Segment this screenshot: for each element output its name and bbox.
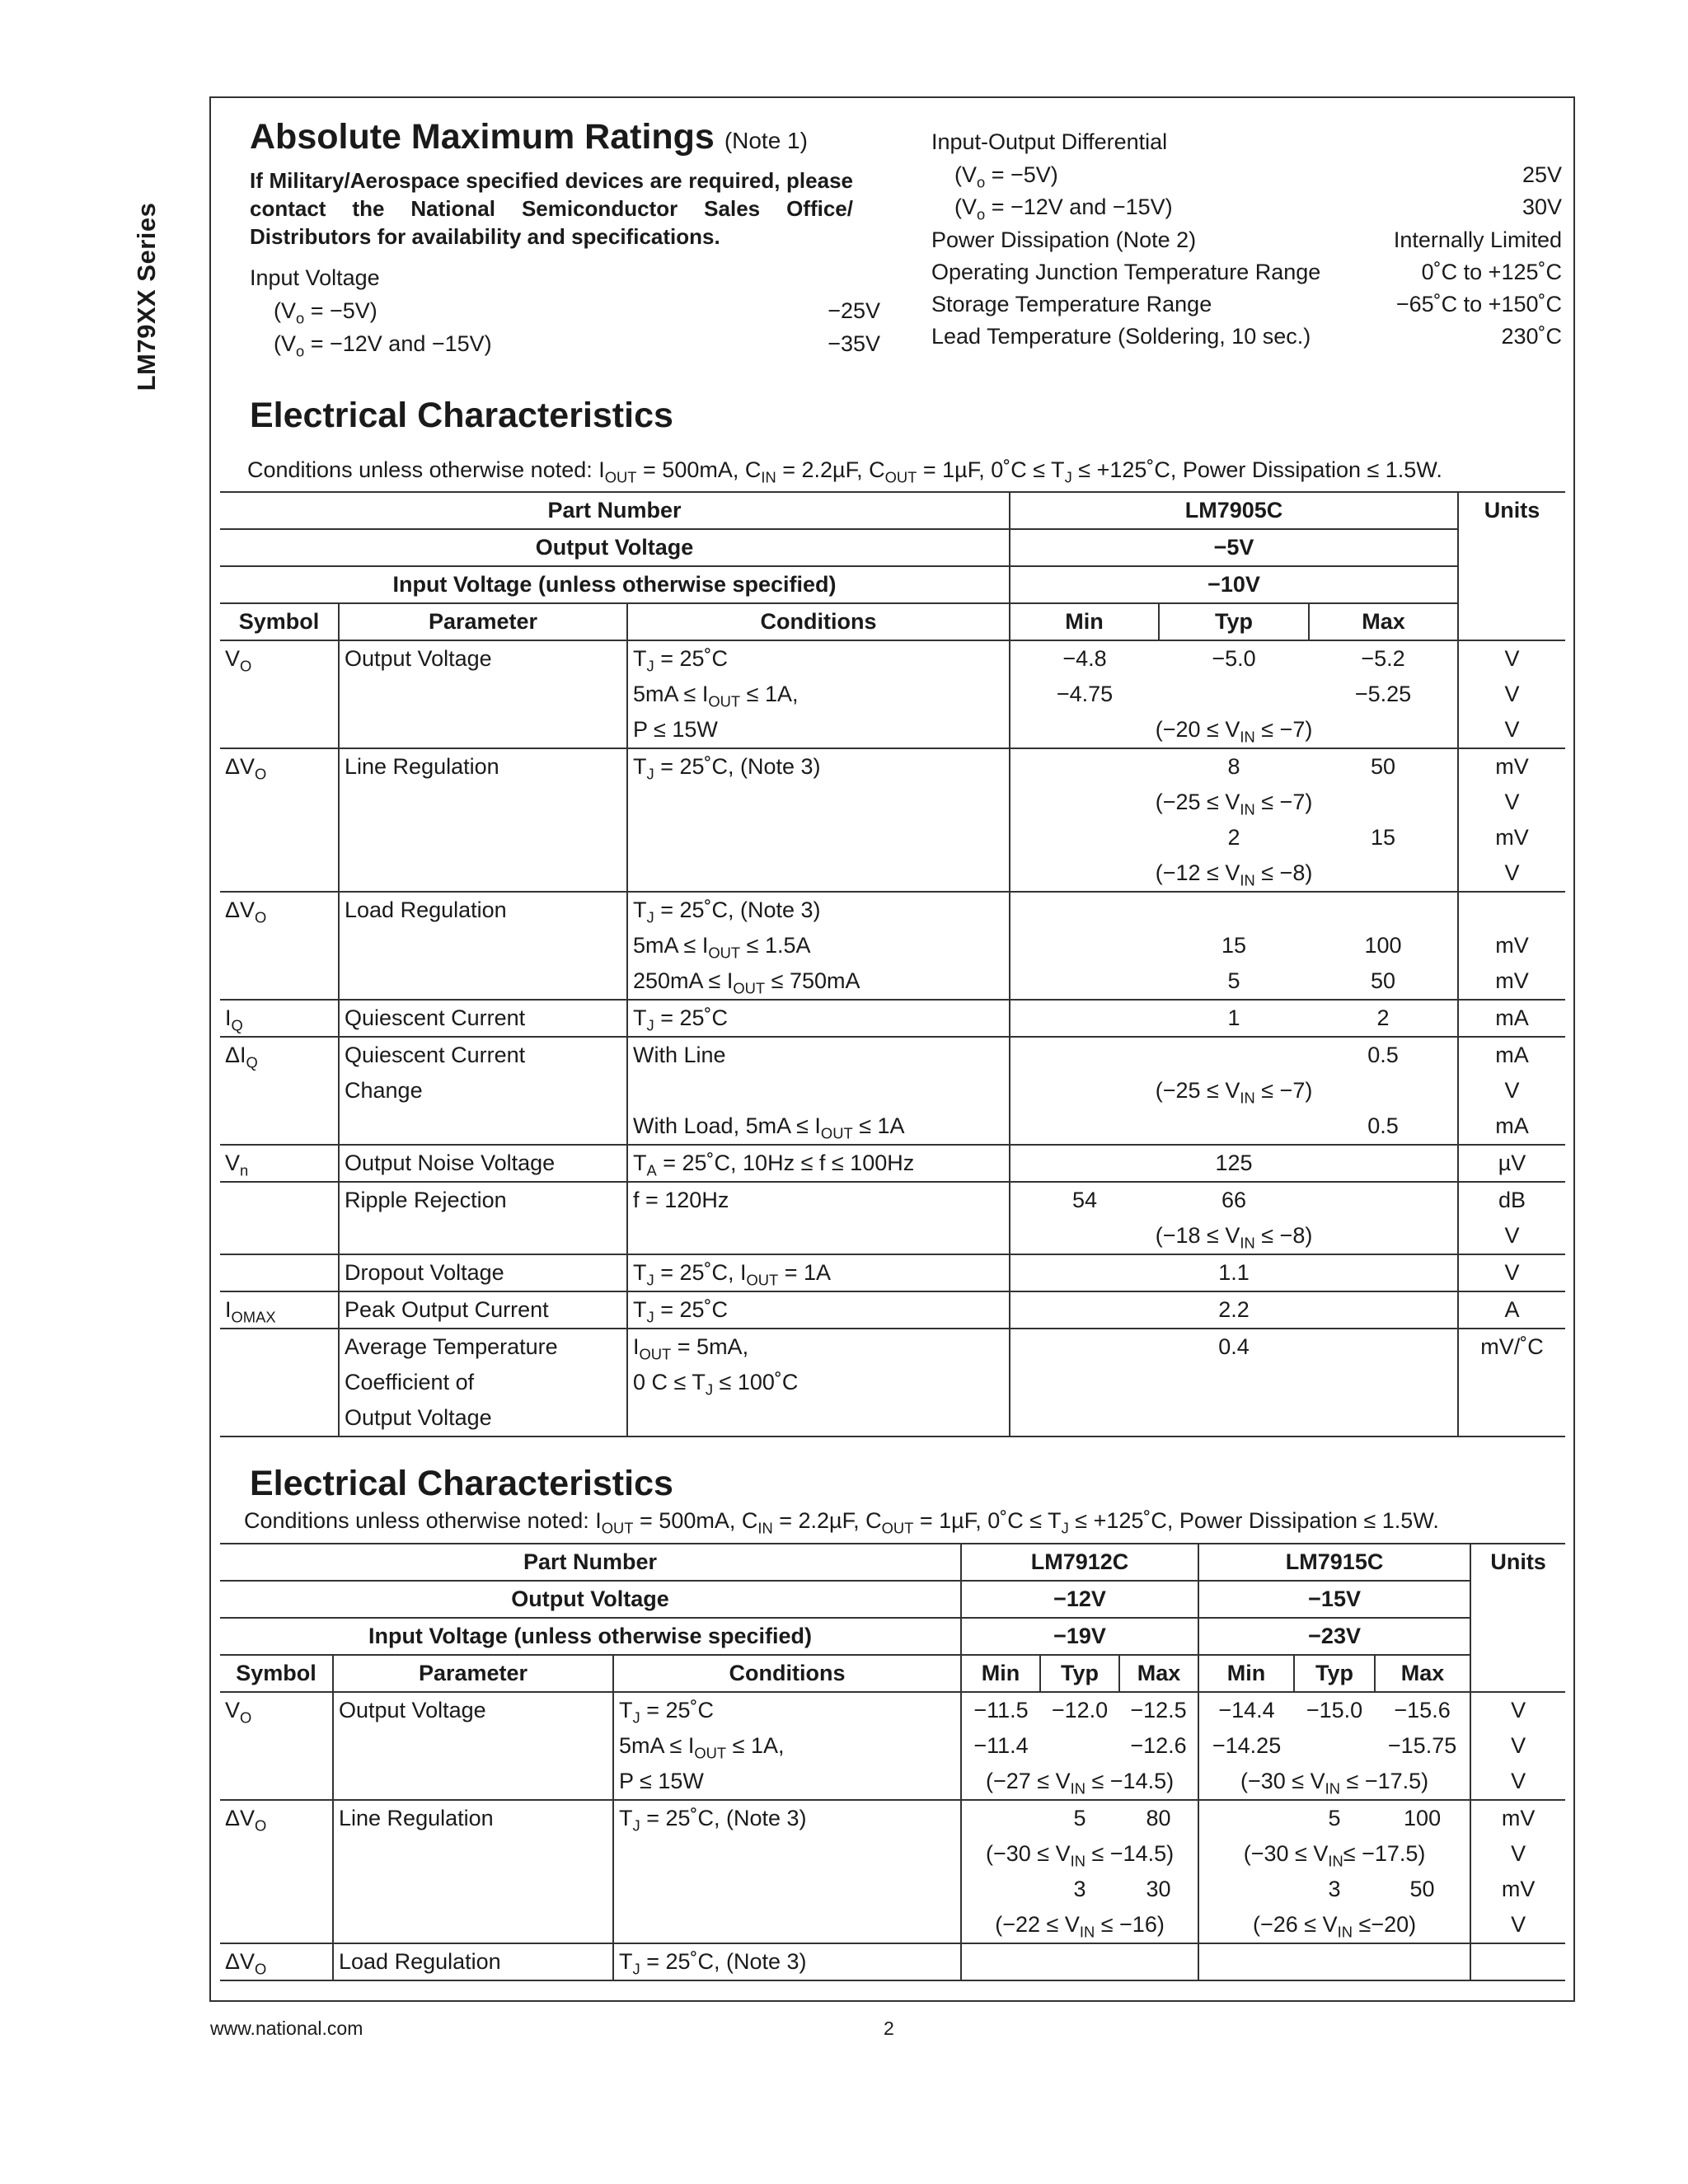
hdr-part-lm7905c: LM7905C [1010, 492, 1458, 529]
hdr-vout-value: −5V [1010, 529, 1458, 566]
ec-conditions-1: Conditions unless otherwise noted: $I_{OUT} = 500mA$, $C_{IN} = 2.2\mu F$, $C_{OUT} = 1\mu F$, 0˚C ≤ $T_J$ ≤ +125˚C, Power Dissipation ≤ 1.5W. [247, 457, 1442, 486]
table-row: With Load, $5mA \le I_{OUT} \le 1A$ 0.5 mA [220, 1108, 1565, 1145]
abs-max-title [250, 117, 808, 157]
abs-max-title-text: Absolute Maximum Ratings [250, 117, 715, 157]
input-voltage-row-5v: $(V_o = -5V)$ −25V [274, 298, 880, 327]
abs-max-note: (Note 1) [724, 128, 808, 153]
lm7905c-table [220, 491, 1565, 1437]
hdr2-part-lm7915c: LM7915C [1198, 1544, 1470, 1581]
table-row: Ripple Rejection f = 120Hz 54 66 dB [220, 1182, 1565, 1218]
table-row: $(-30 \le V_{IN} \le -14.5)$ $(-30 \le V_{IN}\le -17.5)$ V [220, 1836, 1565, 1872]
ec-title-2: Electrical Characteristics [250, 1464, 673, 1503]
power-dissipation-row: Power Dissipation (Note 2) Internally Limited [931, 227, 1562, 252]
table-row: Average Temperature $I_{OUT} = 5mA$, 0.4 mV/˚C [220, 1329, 1565, 1365]
table-row: $250mA \le I_{OUT} \le 750mA$ 5 50 mV [220, 963, 1565, 1000]
table-row: $\Delta I_Q$ Quiescent Current With Line 0.5 mA [220, 1037, 1565, 1073]
table-row: Change $(-25 \le V_{IN} \le -7)$ V [220, 1073, 1565, 1108]
input-voltage-row-12v-15v: ($V_o = -12V$ and −15V) −35V [274, 331, 880, 360]
storage-temp-row: Storage Temperature Range −65˚C to +150˚C [931, 292, 1562, 316]
table-row: $\Delta V_O$ Line Regulation $T_J$ = 25˚C, (Note 3) 5 80 5 100 mV [220, 1800, 1565, 1836]
hdr-conditions: Conditions [627, 603, 1010, 640]
hdr-part-number: Part Number [220, 492, 1010, 529]
footer-page-number: 2 [884, 2018, 894, 2039]
hdr-min: Min [1010, 603, 1159, 640]
hdr-max: Max [1309, 603, 1458, 640]
table-row: $5mA \le I_{OUT} \le 1.5A$ 15 100 mV [220, 928, 1565, 963]
table-row: $V_n$ Output Noise Voltage $T_A$ = 25˚C, 10Hz ≤ f ≤ 100Hz 125 µV [220, 1145, 1565, 1182]
hdr-symbol: Symbol [220, 603, 339, 640]
hdr-typ: Typ [1159, 603, 1309, 640]
side-series-text: LM79XX Series [132, 202, 161, 391]
table-row: $V_O$ Output Voltage $T_J$ = 25˚C −11.5 −12.0 −12.5 −14.4 −15.0 −15.6 V [220, 1692, 1565, 1728]
table-row: Output Voltage [220, 1400, 1565, 1436]
table-row: $5mA \le I_{OUT} \le 1A$, −4.75 −5.25 V [220, 677, 1565, 712]
table-row: 3 30 3 50 mV [220, 1872, 1565, 1907]
hdr-input-voltage: Input Voltage (unless otherwise specified) [220, 566, 1010, 603]
military-warning: If Military/Aerospace specified devices are required, please contact the National Semiconductor Sales Office/ Distributors for availability and specifications. [250, 168, 853, 249]
hdr-units: Units [1458, 492, 1565, 640]
operating-junction-row: Operating Junction Temperature Range 0˚C to +125˚C [931, 260, 1562, 284]
hdr-vin-value: −10V [1010, 566, 1458, 603]
table-row: $5mA \le I_{OUT} \le 1A$, −11.4 −12.6 −14.25 −15.75 V [220, 1728, 1565, 1764]
table-row: $(-22 \le V_{IN} \le -16)$ $(-26 \le V_{IN} \le-20)$ V [220, 1907, 1565, 1943]
ec-title-1: Electrical Characteristics [250, 396, 673, 435]
hdr2-part-number: Part Number [220, 1544, 961, 1581]
io-diff-row-12v-15v: ($V_o = -12V$ and −15V) 30V [954, 194, 1562, 223]
table-row: $(-25 \le V_{IN} \le -7)$ V [220, 785, 1565, 820]
table-row: $I_Q$ Quiescent Current $T_J$ = 25˚C 1 2 mA [220, 1000, 1565, 1037]
table-row: $(-18 \le V_{IN} \le -8)$ V [220, 1218, 1565, 1254]
hdr-parameter: Parameter [339, 603, 627, 640]
hdr2-units: Units [1470, 1544, 1565, 1692]
table-row: P ≤ 15W $(-27 \le V_{IN} \le -14.5)$ $(-30 \le V_{IN} \le -17.5)$ V [220, 1764, 1565, 1800]
table-row: $\Delta V_O$ Load Regulation $T_J$ = 25˚C, (Note 3) [220, 1943, 1565, 1980]
table-row: 2 15 mV [220, 820, 1565, 855]
table-row: P ≤ 15W $(-20 \le V_{IN} \le -7)$ V [220, 712, 1565, 748]
lm7912c-lm7915c-table: Part Number LM7912C LM7915C Units Output Voltage −12V −15V Input Voltage (unless otherwise specified) −19V −23V Symbol Parameter Conditions Min Typ Max Min Typ Max $V_O$ Output Voltage $T_J$ = 25˚C −11.5 −12.0 −12.5 −14.4 −15.0 −15.6 V $5mA \le I_{OUT} \le 1A$, −11.4 −12.6 −14.25 −15.75 V P ≤ 15W $(-27 \le V_{IN} \le -14.5)$ $(-30 \le V_{IN} \le -17.5)$ V $\Delta V_O$ Line Regulation $T_J$ = 25˚C, (Note 3) 5 80 5 100 mV $(-30 \le V_{IN} \le -14.5)$ $(-30 \le V_{IN}\le -17.5)$ V 3 30 3 50 mV $(-22 \le V_{IN} \le -16)$ $(-26 \le V_{IN} \le-20)$ V $\Delta V_O$ Load Regulation $T_J$ = 25˚C, (Note 3) [220, 1543, 1565, 1981]
input-voltage-12v-value: −35V [828, 331, 880, 356]
hdr-output-voltage: Output Voltage [220, 529, 1010, 566]
table-row: $I_{OMAX}$ Peak Output Current $T_J$ = 25˚C 2.2 A [220, 1291, 1565, 1329]
hdr2-part-lm7912c: LM7912C [961, 1544, 1198, 1581]
io-diff-row-5v: $(V_o = -5V)$ 25V [954, 162, 1562, 191]
table-row: Coefficient of 0 $C \le T_J$ ≤ 100˚C [220, 1365, 1565, 1400]
table-row: $\Delta V_O$ Load Regulation $T_J$ = 25˚C, (Note 3) [220, 892, 1565, 928]
table-row: $(-12 \le V_{IN} \le -8)$ V [220, 855, 1565, 892]
table-row: $\Delta V_O$ Line Regulation $T_J$ = 25˚C, (Note 3) 8 50 mV [220, 748, 1565, 785]
input-voltage-5v-value: −25V [828, 298, 880, 323]
footer-website: www.national.com [210, 2018, 363, 2039]
table-row: Dropout Voltage $T_J$ = 25˚C, $I_{OUT} = 1A$ 1.1 V [220, 1254, 1565, 1291]
table-row: $V_O$ Output Voltage $T_J$ = 25˚C −4.8 −5.0 −5.2 V [220, 640, 1565, 677]
input-voltage-label: Input Voltage [250, 265, 380, 290]
ec-conditions-2: Conditions unless otherwise noted: $I_{OUT} = 500mA$, $C_{IN} = 2.2\mu F$, $C_{OUT} = 1\mu F$, 0˚C ≤ $T_J$ ≤ +125˚C, Power Dissipation ≤ 1.5W. [244, 1508, 1439, 1537]
sym-vo: $V_O$ [225, 646, 252, 675]
lead-temp-row: Lead Temperature (Soldering, 10 sec.) 230˚C [931, 324, 1562, 349]
io-differential-label: Input-Output Differential [931, 129, 1168, 154]
